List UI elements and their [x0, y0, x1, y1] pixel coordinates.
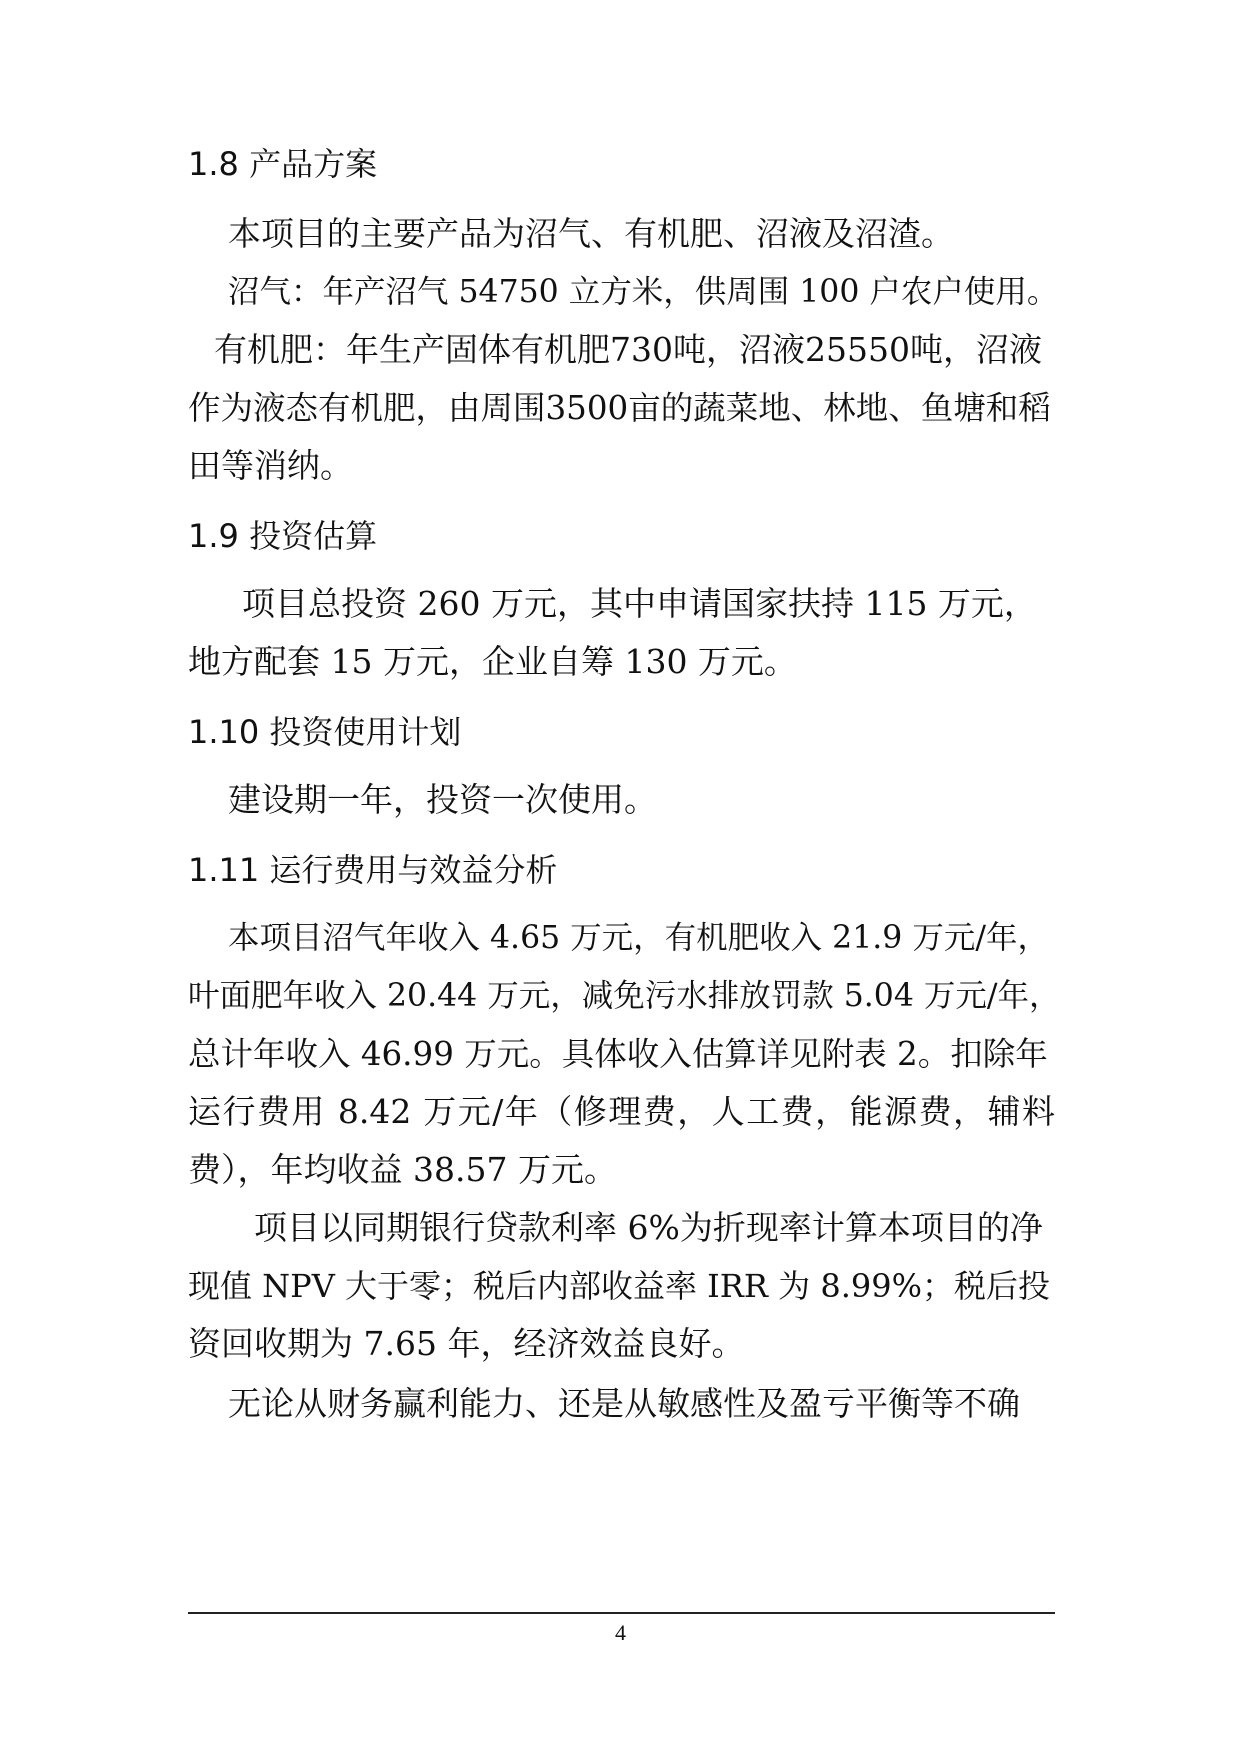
paragraph-line: 本项目的主要产品为沼气、有机肥、沼液及沼渣。	[228, 214, 954, 253]
section-heading-1-8: 1.8 产品方案	[188, 145, 378, 183]
section-heading-1-11: 1.11 运行费用与效益分析	[188, 851, 558, 889]
paragraph-line: 叶面肥年收入 20.44 万元，减免污水排放罚款 5.04 万元/年，	[188, 978, 1061, 1014]
footer-rule	[188, 1612, 1055, 1614]
page-number: 4	[615, 1620, 626, 1645]
section-heading-1-9: 1.9 投资估算	[188, 517, 378, 555]
paragraph-line: 本项目沼气年收入 4.65 万元，有机肥收入 21.9 万元/年，	[228, 920, 1049, 956]
paragraph-line: 作为液态有机肥，由周围3500亩的蔬菜地、林地、鱼塘和稻	[188, 389, 1051, 427]
paragraph-line: 项目以同期银行贷款利率 6%为折现率计算本项目的净	[254, 1208, 1043, 1247]
paragraph-line: 建设期一年，投资一次使用。	[228, 780, 657, 819]
paragraph-line: 项目总投资 260 万元，其中申请国家扶持 115 万元，	[242, 584, 1037, 623]
paragraph-line: 总计年收入 46.99 万元。具体收入估算详见附表 2。扣除年	[188, 1035, 1048, 1073]
paragraph-line: 有机肥：年生产固体有机肥730吨，沼液25550吨，沼液	[214, 330, 1042, 369]
paragraph-line: 无论从财务赢利能力、还是从敏感性及盈亏平衡等不确	[228, 1384, 1020, 1423]
paragraph-line: 沼气：年产沼气 54750 立方米，供周围 100 户农户使用。	[228, 274, 1059, 310]
paragraph-line: 运行费用 8.42 万元/年（修理费，人工费，能源费，辅料	[188, 1092, 1055, 1131]
section-heading-1-10: 1.10 投资使用计划	[188, 713, 462, 751]
paragraph-line: 现值 NPV 大于零；税后内部收益率 IRR 为 8.99%；税后投	[188, 1267, 1050, 1305]
paragraph-line: 费），年均收益 38.57 万元。	[188, 1150, 617, 1189]
paragraph-line: 田等消纳。	[188, 446, 353, 485]
paragraph-line: 地方配套 15 万元，企业自筹 130 万元。	[188, 642, 797, 681]
paragraph-line: 资回收期为 7.65 年，经济效益良好。	[188, 1324, 745, 1363]
